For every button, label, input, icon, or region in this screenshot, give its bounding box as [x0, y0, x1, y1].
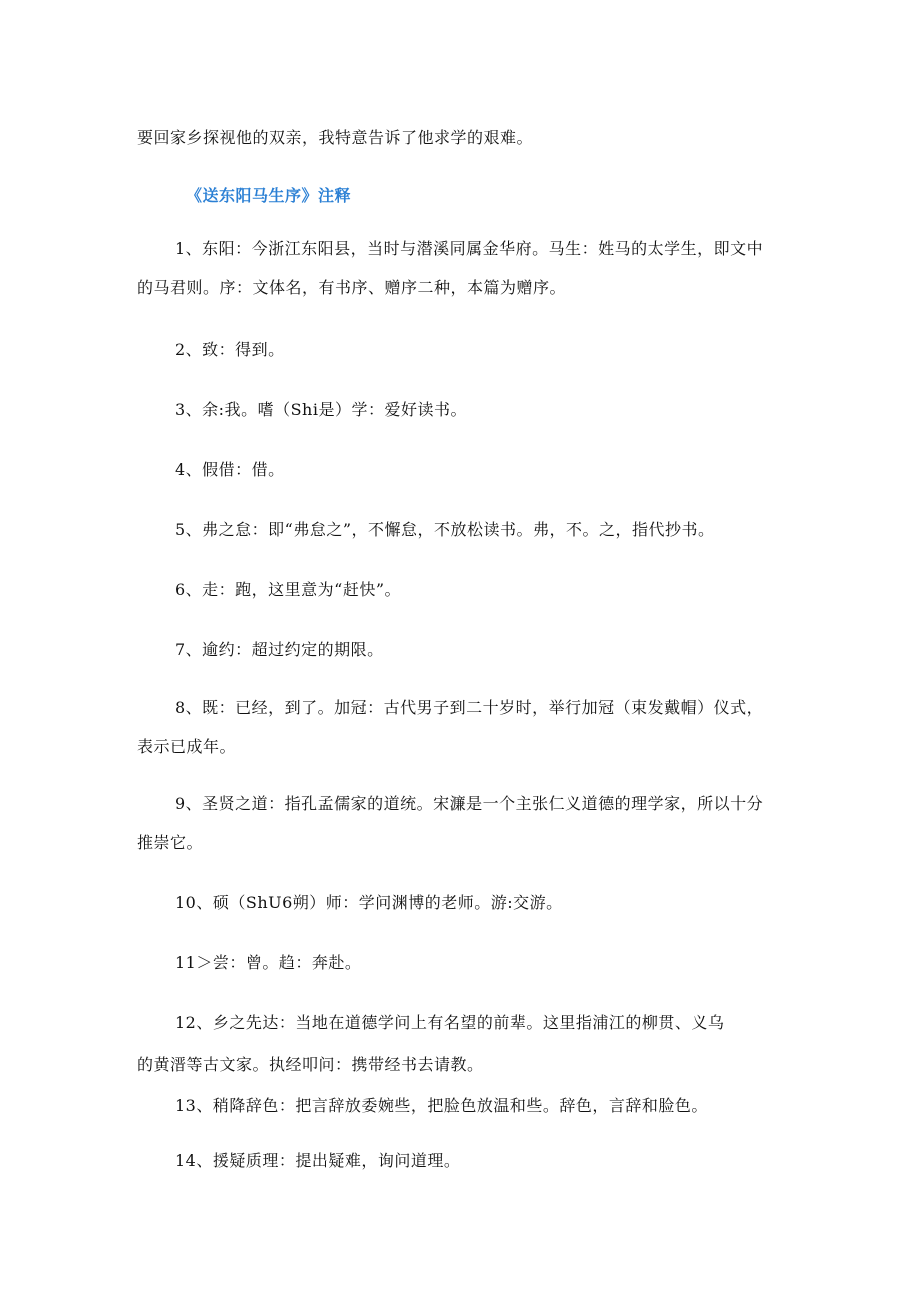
note-8-line-2: 表示已成年。 [137, 737, 237, 756]
note-3: 3、余:我。嗜（Shi是）学：爱好读书。 [175, 400, 467, 419]
note-9-line-1: 9、圣贤之道：指孔孟儒家的道统。宋濂是一个主张仁义道德的理学家，所以十分 [175, 794, 764, 813]
note-4: 4、假借：借。 [175, 460, 285, 479]
note-8-line-1: 8、既：已经，到了。加冠：古代男子到二十岁时，举行加冠（束发戴帽）仪式， [175, 698, 764, 717]
note-11: 11＞尝：曾。趋：奔赴。 [175, 953, 362, 972]
note-1-line-2: 的马君则。序：文体名，有书序、赠序二种，本篇为赠序。 [137, 278, 567, 297]
note-5: 5、弗之怠：即“弗怠之”，不懈怠，不放松读书。弗，不。之，指代抄书。 [175, 520, 715, 539]
note-1-line-1: 1、东阳：今浙江东阳县，当时与潜溪同属金华府。马生：姓马的太学生，即文中 [175, 239, 764, 258]
note-12-line-2: 的黄溍等古文家。执经叩问：携带经书去请教。 [137, 1055, 484, 1074]
section-heading: 《送东阳马生序》注释 [186, 186, 352, 205]
note-2: 2、致：得到。 [175, 340, 285, 359]
note-9-line-2: 推崇它。 [137, 833, 204, 852]
note-6: 6、走：跑，这里意为“赶快”。 [175, 580, 402, 599]
note-10: 10、硕（ShU6朔）师：学问渊博的老师。游:交游。 [175, 893, 563, 912]
note-13: 13、稍降辞色：把言辞放委婉些，把脸色放温和些。辞色，言辞和脸色。 [175, 1096, 708, 1115]
note-7: 7、逾约：超过约定的期限。 [175, 640, 384, 659]
note-12-line-1: 12、乡之先达：当地在道德学问上有名望的前辈。这里指浦江的柳贯、义乌 [175, 1013, 725, 1032]
intro-line: 要回家乡探视他的双亲，我特意告诉了他求学的艰难。 [137, 128, 534, 147]
note-14: 14、援疑质理：提出疑难，询问道理。 [175, 1151, 461, 1170]
